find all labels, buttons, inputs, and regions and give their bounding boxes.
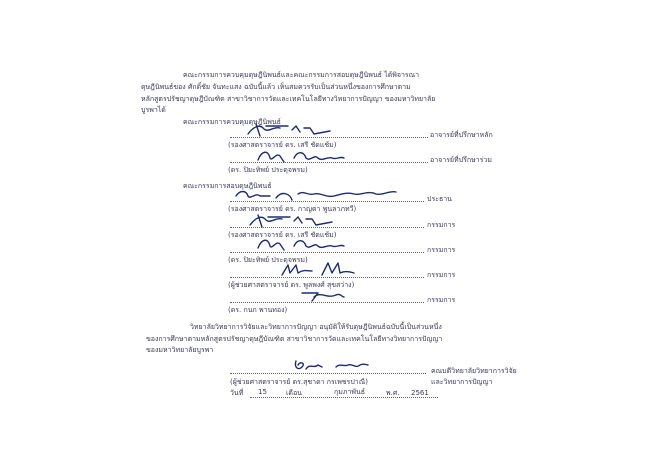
- signature-image: [254, 236, 349, 254]
- advisor-role-2: อาจารย์ที่ปรึกษาร่วม: [430, 156, 492, 164]
- date-year-prefix: พ.ศ.: [386, 389, 400, 397]
- exam-heading: คณะกรรมการสอบดุษฎีนิพนธ์: [183, 182, 272, 190]
- signature-image: [230, 186, 410, 204]
- signature-image: [246, 211, 336, 231]
- dean-role-line-1: คณบดีวิทยาลัยวิทยาการวิจัย: [431, 367, 517, 375]
- date-year: 2561: [411, 389, 429, 397]
- exam-role-1: ประธาน: [427, 195, 452, 203]
- exam-role-5: กรรมการ: [427, 296, 456, 304]
- exam-name-3: (ดร. ปิยะทิพย์ ประดุจพรม): [228, 256, 308, 264]
- exam-name-1: (รองศาสตราจารย์ ดร. กาญดา พูนลาภทวี): [228, 205, 357, 213]
- exam-name-4: (ผู้ช่วยศาสตราจารย์ ดร. พูลพงศ์ สุขสว่าง): [228, 281, 355, 289]
- signature-image: [298, 285, 348, 305]
- date-prefix: วันที่: [230, 389, 244, 397]
- signature-image: [292, 355, 372, 375]
- exam-name-2: (รองศาสตราจารย์ ดร. เสรี ชัดแช้ม): [228, 231, 337, 239]
- approval-line-1: วิทยาลัยวิทยาการวิจัยและวิทยาการปัญญา อนุมัติให้รับดุษฎีนิพนธ์ฉบับนี้เป็นส่วนหนึ่ง: [190, 323, 442, 331]
- approval-line-3: ของมหาวิทยาลัยบูรพา: [146, 346, 214, 354]
- intro-line-3: หลักสูตรปรัชญาดุษฎีบัณฑิต สาขาวิชาการวัดและเทคโนโลยีทางวิทยาการปัญญา ของมหาวิทยาลัย: [141, 95, 436, 103]
- exam-name-5: (ดร. กนก พานทอง): [228, 306, 288, 314]
- exam-role-3: กรรมการ: [427, 246, 456, 254]
- intro-line-1: คณะกรรมการควบคุมดุษฎีนิพนธ์และคณะกรรมการสอบดุษฎีนิพนธ์ ได้พิจารณา: [183, 71, 420, 79]
- exam-role-4: กรรมการ: [427, 271, 456, 279]
- advisor-name-1: (รองศาสตราจารย์ ดร. เสรี ชัดแช้ม): [228, 141, 337, 149]
- date-day: 15: [258, 388, 267, 396]
- intro-line-4: บูรพาได้: [141, 106, 166, 114]
- date-month: กุมภาพันธ์: [334, 388, 366, 396]
- signature-image: [278, 259, 368, 279]
- advisor-role-1: อาจารย์ที่ปรึกษาหลัก: [430, 131, 493, 139]
- date-month-prefix: เดือน: [286, 389, 302, 397]
- intro-line-2: ดุษฎีนิพนธ์ของ ศักดิ์ชัย จันทะแสง ฉบับนี้แล้ว เห็นสมควรรับเป็นส่วนหนึ่งของการศึกษาตาม: [141, 83, 411, 91]
- dean-name: (ผู้ช่วยศาสตราจารย์ ดร.สุชาดา กรเพชรปาณี): [230, 378, 368, 386]
- approval-line-2: ของการศึกษาตามหลักสูตรปรัชญาดุษฎีบัณฑิต สาขาวิชาการวัดและเทคโนโลยีทางวิทยาการปัญญา: [146, 335, 443, 343]
- dean-role-line-2: และวิทยาการปัญญา: [431, 378, 493, 386]
- exam-role-2: กรรมการ: [427, 221, 456, 229]
- advisory-heading: คณะกรรมการควบคุมดุษฎีนิพนธ์: [183, 118, 281, 126]
- advisor-name-2: (ดร. ปิยะทิพย์ ประดุจพรม): [228, 166, 308, 174]
- signature-image: [244, 120, 334, 140]
- signature-image: [254, 148, 349, 166]
- date-line: [250, 397, 438, 398]
